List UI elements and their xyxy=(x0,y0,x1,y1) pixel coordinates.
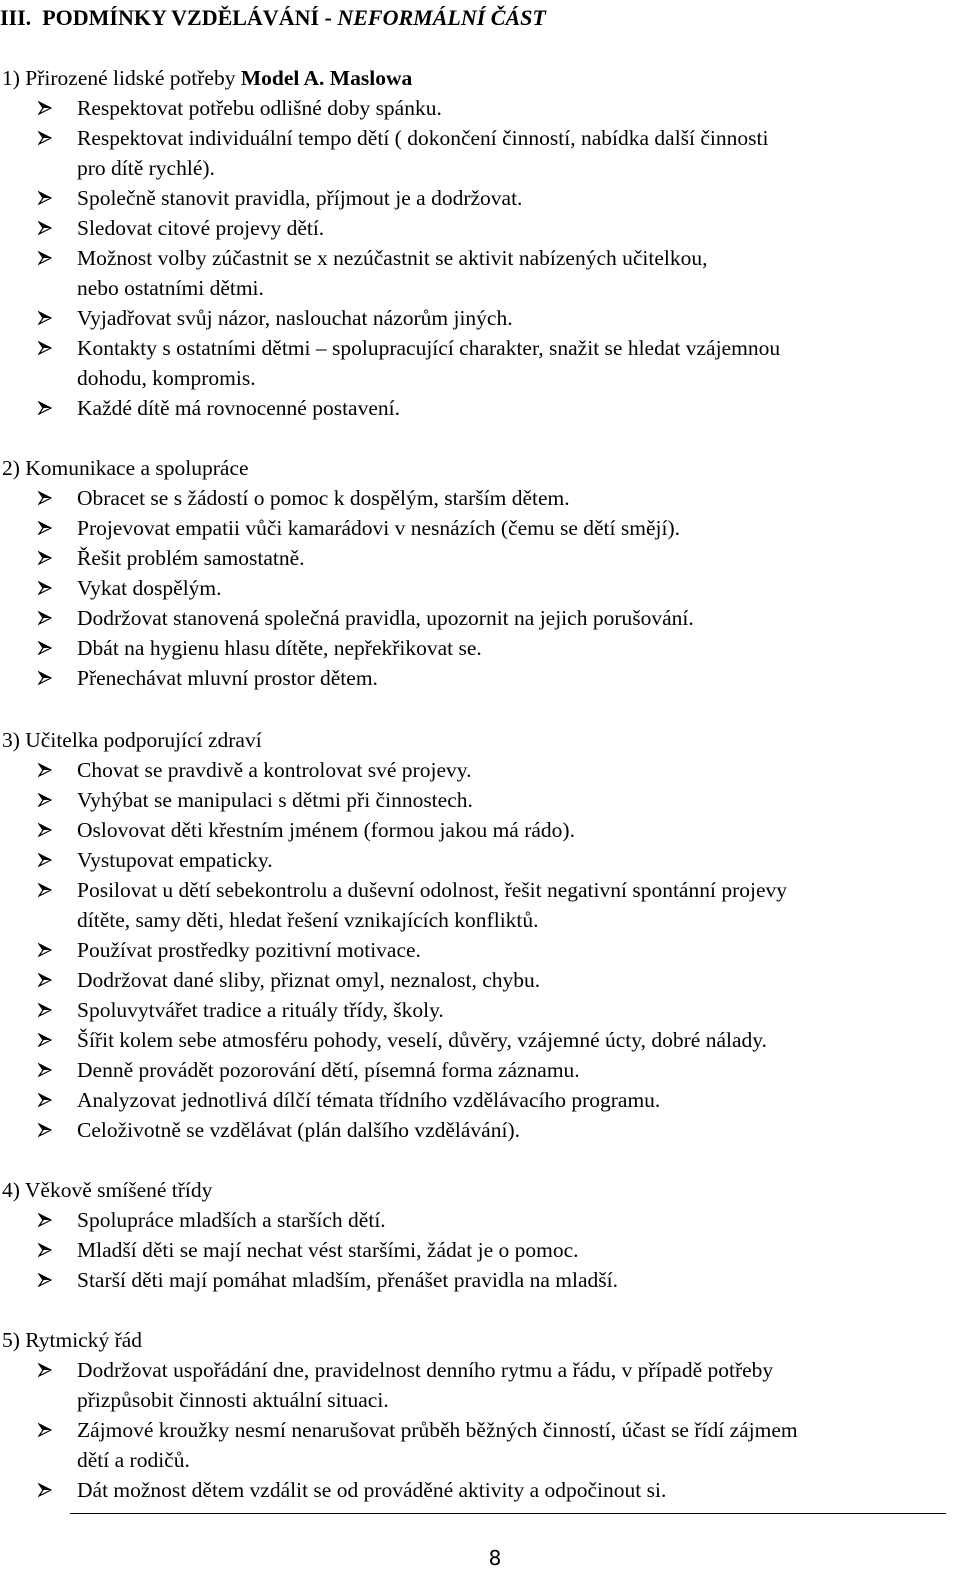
list-item-text: Obracet se s žádostí o pomoc k dospělým, starším dětem. xyxy=(77,486,570,510)
section-heading-text: 4) Věkově smíšené třídy xyxy=(2,1178,213,1202)
bullet-list xyxy=(0,1205,960,1295)
list-item xyxy=(0,845,960,875)
arrowhead-bullet-icon xyxy=(38,1423,52,1437)
list-item xyxy=(0,815,960,845)
section-heading-text: 1) Přirozené lidské potřeby xyxy=(2,66,241,90)
list-item-text: Denně provádět pozorování dětí, písemná forma záznamu. xyxy=(77,1058,580,1082)
list-item xyxy=(0,243,960,303)
list-item xyxy=(0,1025,960,1055)
list-item-text: Mladší děti se mají nechat vést staršími, žádat je o pomoc. xyxy=(77,1238,579,1262)
section-heading xyxy=(0,725,960,755)
list-item-text: Dbát na hygienu hlasu dítěte, nepřekřikovat se. xyxy=(77,636,482,660)
arrowhead-bullet-icon xyxy=(38,671,52,685)
chapter-title-text: PODMÍNKY VZDĚLÁVÁNÍ - xyxy=(42,5,338,30)
list-item xyxy=(0,785,960,815)
list-item xyxy=(0,93,960,123)
list-item xyxy=(0,123,960,183)
list-item-text: Vystupovat empaticky. xyxy=(77,848,273,872)
list-item-text: Oslovovat děti křestním jménem (formou jakou má rádo). xyxy=(77,818,575,842)
section-3 xyxy=(0,725,960,1145)
bullet-list xyxy=(0,755,960,1145)
arrowhead-bullet-icon xyxy=(38,1273,52,1287)
chapter-number: III. xyxy=(0,5,32,30)
list-item-text: dětí a rodičů. xyxy=(77,1448,190,1472)
list-item xyxy=(0,543,960,573)
list-item-text: Posilovat u dětí sebekontrolu a duševní odolnost, řešit negativní spontánní projevy xyxy=(77,878,788,902)
arrowhead-bullet-icon xyxy=(38,191,52,205)
list-item xyxy=(0,1415,960,1475)
arrowhead-bullet-icon xyxy=(38,1123,52,1137)
arrowhead-bullet-icon xyxy=(38,131,52,145)
section-4 xyxy=(0,1175,960,1295)
list-item xyxy=(0,1265,960,1295)
list-item-text: Spoluvytvářet tradice a rituály třídy, školy. xyxy=(77,998,444,1022)
list-item xyxy=(0,1205,960,1235)
list-item-text: Vyjadřovat svůj názor, naslouchat názorům jiných. xyxy=(77,306,513,330)
section-heading-text: 2) Komunikace a spolupráce xyxy=(2,456,249,480)
arrowhead-bullet-icon xyxy=(38,521,52,535)
section-heading xyxy=(0,63,960,93)
arrowhead-bullet-icon xyxy=(38,1003,52,1017)
arrowhead-bullet-icon xyxy=(38,1483,52,1497)
arrowhead-bullet-icon xyxy=(38,1033,52,1047)
list-item-text: Možnost volby zúčastnit se x nezúčastnit se aktivit nabízených učitelkou, xyxy=(77,246,708,270)
arrowhead-bullet-icon xyxy=(38,401,52,415)
arrowhead-bullet-icon xyxy=(38,1363,52,1377)
list-item xyxy=(0,633,960,663)
list-item-text: Společně stanovit pravidla, příjmout je a dodržovat. xyxy=(77,186,523,210)
bullet-list xyxy=(0,1355,960,1505)
section-heading-text: 5) Rytmický řád xyxy=(2,1328,143,1352)
list-item-text: Vykat dospělým. xyxy=(77,576,222,600)
list-item-text: Dát možnost dětem vzdálit se od prováděné aktivity a odpočinout si. xyxy=(77,1478,667,1502)
arrowhead-bullet-icon xyxy=(38,1093,52,1107)
list-item xyxy=(0,1055,960,1085)
list-item-text: Každé dítě má rovnocenné postavení. xyxy=(77,396,400,420)
list-item-text: Přenechávat mluvní prostor dětem. xyxy=(77,666,378,690)
list-item xyxy=(0,995,960,1025)
list-item-text: Používat prostředky pozitivní motivace. xyxy=(77,938,421,962)
page-number: 8 xyxy=(488,1546,502,1570)
list-item xyxy=(0,663,960,693)
list-item xyxy=(0,333,960,393)
arrowhead-bullet-icon xyxy=(38,883,52,897)
list-item-text: Respektovat individuální tempo dětí ( dokončení činností, nabídka další činnosti xyxy=(77,126,769,150)
list-item xyxy=(0,965,960,995)
list-item xyxy=(0,603,960,633)
list-item xyxy=(0,1115,960,1145)
list-item-text: Dodržovat stanovená společná pravidla, upozornit na jejich porušování. xyxy=(77,606,694,630)
list-item-text: Respektovat potřebu odlišné doby spánku. xyxy=(77,96,442,120)
list-item xyxy=(0,935,960,965)
list-item-text: Chovat se pravdivě a kontrolovat své projevy. xyxy=(77,758,472,782)
list-item xyxy=(0,1355,960,1415)
list-item xyxy=(0,303,960,333)
list-item xyxy=(0,1235,960,1265)
arrowhead-bullet-icon xyxy=(38,341,52,355)
arrowhead-bullet-icon xyxy=(38,973,52,987)
arrowhead-bullet-icon xyxy=(38,251,52,265)
list-item-text: nebo ostatními dětmi. xyxy=(77,276,264,300)
list-item xyxy=(0,1475,960,1505)
list-item xyxy=(0,513,960,543)
section-heading xyxy=(0,453,960,483)
list-item-text: Projevovat empatii vůči kamarádovi v nesnázích (čemu se dětí smějí). xyxy=(77,516,680,540)
list-item-text: Sledovat citové projevy dětí. xyxy=(77,216,325,240)
list-item-text: přizpůsobit činnosti aktuální situaci. xyxy=(77,1388,389,1412)
list-item xyxy=(0,183,960,213)
chapter-title-italic: NEFORMÁLNÍ ČÁST xyxy=(337,5,546,30)
list-item-text: Kontakty s ostatními dětmi – spolupracující charakter, snažit se hledat vzájemnou xyxy=(77,336,781,360)
list-item xyxy=(0,213,960,243)
arrowhead-bullet-icon xyxy=(38,943,52,957)
section-1 xyxy=(0,63,960,423)
arrowhead-bullet-icon xyxy=(38,763,52,777)
bullet-list xyxy=(0,483,960,693)
list-item-text: Celoživotně se vzdělávat (plán dalšího vzdělávání). xyxy=(77,1118,520,1142)
arrowhead-bullet-icon xyxy=(38,1243,52,1257)
arrowhead-bullet-icon xyxy=(38,1213,52,1227)
arrowhead-bullet-icon xyxy=(38,311,52,325)
list-item-text: Starší děti mají pomáhat mladším, přenášet pravidla na mladší. xyxy=(77,1268,618,1292)
arrowhead-bullet-icon xyxy=(38,793,52,807)
arrowhead-bullet-icon xyxy=(38,581,52,595)
chapter-title xyxy=(0,3,546,33)
list-item xyxy=(0,755,960,785)
footer-divider xyxy=(70,1513,946,1514)
list-item-text: Dodržovat dané sliby, přiznat omyl, neznalost, chybu. xyxy=(77,968,541,992)
list-item-text: Šířit kolem sebe atmosféru pohody, veselí, důvěry, vzájemné úcty, dobré nálady. xyxy=(77,1028,767,1052)
section-heading-bold: Model A. Maslowa xyxy=(240,66,413,90)
section-heading xyxy=(0,1325,960,1355)
arrowhead-bullet-icon xyxy=(38,823,52,837)
section-5 xyxy=(0,1325,960,1505)
arrowhead-bullet-icon xyxy=(38,221,52,235)
list-item-text: Spolupráce mladších a starších dětí. xyxy=(77,1208,386,1232)
list-item xyxy=(0,875,960,935)
list-item xyxy=(0,483,960,513)
list-item xyxy=(0,573,960,603)
list-item-text: Zájmové kroužky nesmí nenarušovat průběh běžných činností, účast se řídí zájmem xyxy=(77,1418,798,1442)
list-item-text: Řešit problém samostatně. xyxy=(77,546,305,570)
list-item-text: dítěte, samy děti, hledat řešení vznikajících konfliktů. xyxy=(77,908,539,932)
list-item-text: dohodu, kompromis. xyxy=(77,366,256,390)
bullet-list xyxy=(0,93,960,423)
section-heading-text: 3) Učitelka podporující zdraví xyxy=(2,728,262,752)
list-item xyxy=(0,393,960,423)
arrowhead-bullet-icon xyxy=(38,1063,52,1077)
arrowhead-bullet-icon xyxy=(38,853,52,867)
list-item-text: Vyhýbat se manipulaci s dětmi při činnostech. xyxy=(77,788,473,812)
arrowhead-bullet-icon xyxy=(38,101,52,115)
section-2 xyxy=(0,453,960,693)
list-item-text: Analyzovat jednotlivá dílčí témata třídního vzdělávacího programu. xyxy=(77,1088,661,1112)
arrowhead-bullet-icon xyxy=(38,491,52,505)
arrowhead-bullet-icon xyxy=(38,551,52,565)
list-item-text: pro dítě rychlé). xyxy=(77,156,215,180)
arrowhead-bullet-icon xyxy=(38,641,52,655)
list-item-text: Dodržovat uspořádání dne, pravidelnost denního rytmu a řádu, v případě potřeby xyxy=(77,1358,774,1382)
arrowhead-bullet-icon xyxy=(38,611,52,625)
section-heading xyxy=(0,1175,960,1205)
list-item xyxy=(0,1085,960,1115)
